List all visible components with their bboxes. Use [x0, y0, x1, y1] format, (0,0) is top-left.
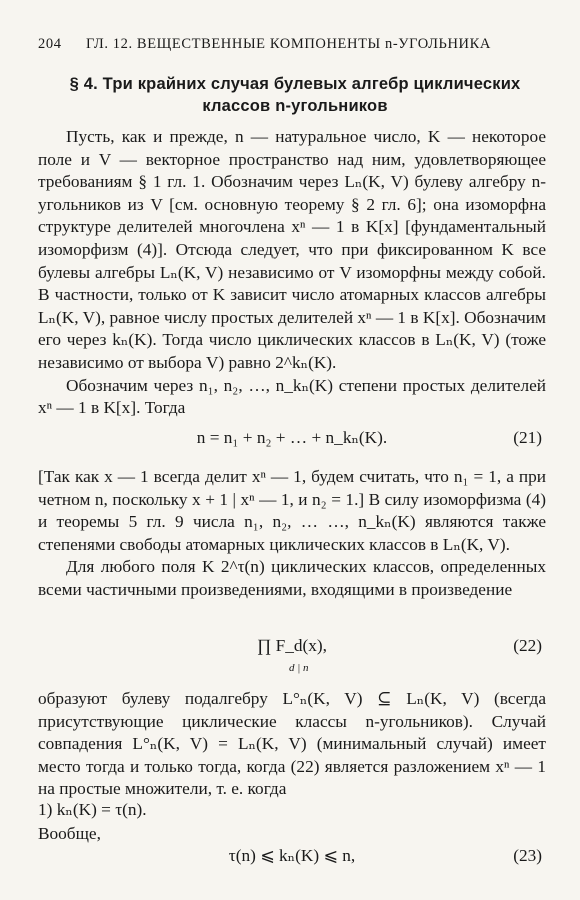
paragraph-remark: [Так как x — 1 всегда делит xⁿ — 1, будем считать, что n₁ = 1, а при четном n, поскольку x + 1 | xⁿ — 1, и n₂ = 1.] В силу изоморфизма (4) и теоремы 5 гл. 9 числа n₁, n₂, … …, n_kₙ(K) являются также степенями свободы атомарных циклических классов в Lₙ(K, V).	[38, 467, 546, 554]
paragraph-any-field: Для любого поля K 2^τ(n) циклических классов, определенных всеми частичными произведениями, входящими в произведение	[38, 557, 546, 599]
word-vobshche: Вообще,	[38, 824, 101, 843]
page-number: 204	[38, 36, 62, 52]
formula-21-number: (21)	[513, 428, 542, 447]
section-title-line-1: § 4. Три крайних случая булевых алгебр циклических	[69, 75, 521, 93]
paragraph-degrees: Обозначим через n₁, n₂, …, n_kₙ(K) степени простых делителей xⁿ — 1 в K[x]. Тогда	[38, 375, 546, 418]
text-block-3	[38, 688, 546, 801]
formula-22-number: (22)	[513, 636, 542, 655]
paragraph-subalgebra: образуют булеву подалгебру L°ₙ(K, V) ⊆ Lₙ(K, V) (всегда присутствующие циклические классы n-угольников). Случай совпадения L°ₙ(K, V) = Lₙ(K, V) (минимальный случай) имеет место тогда и только тогда, когда (22) является разложением xⁿ — 1 на простые множители, т. е. когда	[38, 689, 546, 799]
formula-22	[38, 636, 546, 676]
formula-23-expression: τ(n) ⩽ kₙ(K) ⩽ n,	[228, 846, 356, 865]
formula-22-subscript: d | n	[289, 662, 309, 674]
text-block-1	[38, 126, 546, 420]
list-item-1: 1) kₙ(K) = τ(n).	[38, 800, 147, 819]
text-block-2	[38, 466, 546, 602]
running-title: ГЛ. 12. ВЕЩЕСТВЕННЫЕ КОМПОНЕНТЫ n-УГОЛЬНИКА	[86, 36, 491, 52]
formula-23-number: (23)	[513, 846, 542, 865]
formula-23	[38, 846, 546, 874]
formula-21-expression: n = n₁ + n₂ + … + n_kₙ(K).	[196, 428, 388, 447]
paragraph-intro: Пусть, как и прежде, n — натуральное число, K — некоторое поле и V — векторное пространство над ним, удовлетворяющее требованиям § 1 гл. 1. Обозначим через Lₙ(K, V) булеву алгебру n-угольников из V [см. основную теорему § 2 гл. 6]; она изоморфна структуре делителей многочлена xⁿ — 1 в K[x] [фундаментальный изоморфизм (4)]. Отсюда следует, что при фиксированном K все булевы алгебры Lₙ(K, V) независимо от V изоморфны между собой. В частности, только от K зависит число атомарных классов алгебры Lₙ(K, V), равное числу простых делителей xⁿ — 1 в K[x]. Обозначим его через kₙ(K). Тогда число циклических классов в Lₙ(K, V) (тоже независимо от выбора V) равно 2^kₙ(K).	[38, 127, 546, 372]
running-head	[38, 36, 548, 53]
formula-22-expression: ∏ F_d(x),	[257, 636, 327, 655]
section-heading	[40, 73, 550, 117]
section-title-line-2: классов n-угольников	[202, 97, 388, 115]
formula-21	[38, 428, 546, 456]
